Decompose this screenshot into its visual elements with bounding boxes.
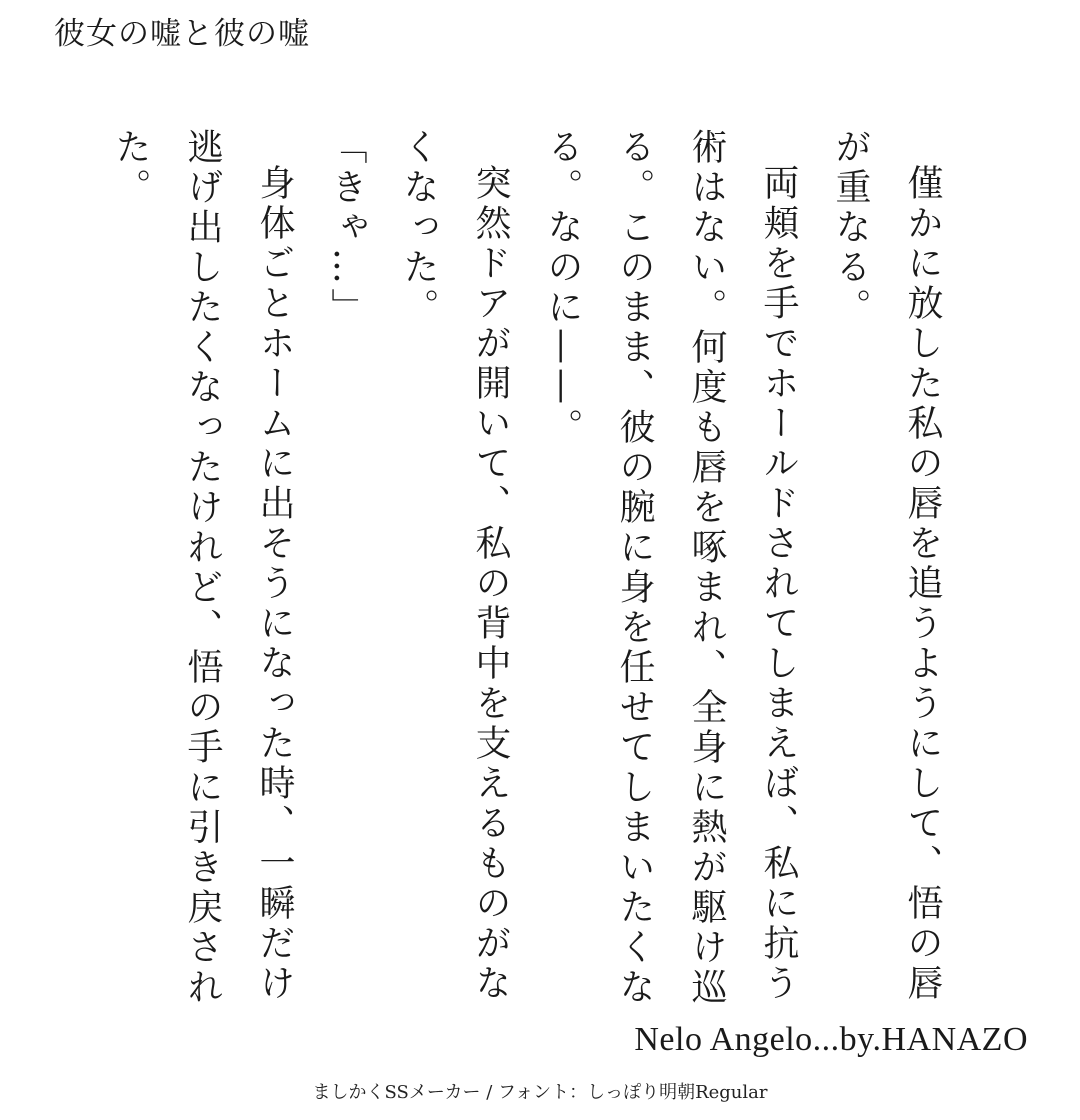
paragraph: 両頬を手でホールドされてしまえば、私に抗う術はない。何度も唇を啄まれ、全身に熱が駆け巡る。このまま、彼の腕に身を任せてしまいたくなる。なのに——。 [542, 128, 799, 1008]
paragraph: 身体ごとホームに出そうになった時、一瞬だけ逃げ出したくなったけれど、悟の手に引き戻された。 [110, 128, 295, 1008]
document-title: 彼女の嘘と彼の嘘 [54, 16, 310, 52]
footer-credit: ましかくSSメーカー / フォント：しっぽり明朝Regular [312, 1082, 768, 1103]
paragraph: 僅かに放した私の唇を追うようにして、悟の唇が重なる。 [830, 128, 943, 1004]
author-credit: Nelo Angelo...by.HANAZO [634, 1021, 1028, 1058]
vertical-body-text [94, 128, 958, 1008]
paragraph: 突然ドアが開いて、私の背中を支えるものがなくなった。 [398, 128, 511, 1004]
dialogue-paragraph: 「きゃ…」 [326, 128, 367, 328]
